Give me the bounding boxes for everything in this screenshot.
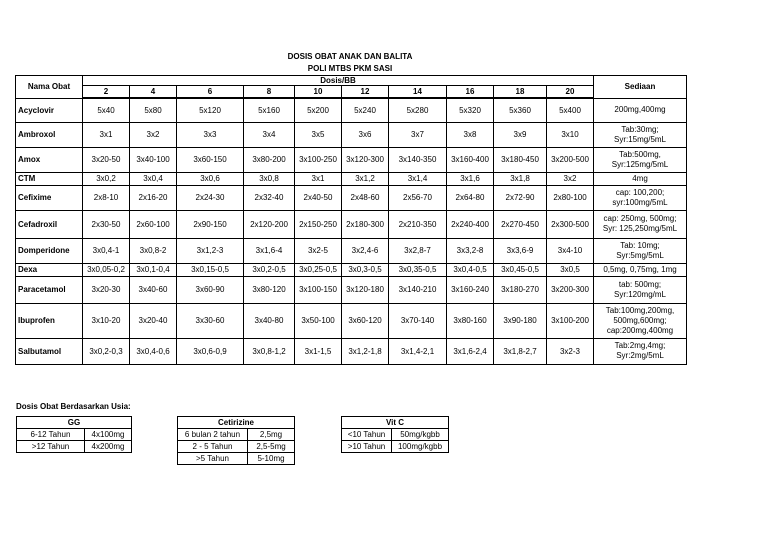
cetirizine-dose: 5-10mg: [248, 453, 295, 465]
sediaan-line: Syr:15mg/5mL: [613, 134, 667, 144]
sediaan-cell: [594, 263, 687, 276]
dose-cell: 3x20-40: [130, 303, 177, 338]
vitc-table: [341, 416, 449, 453]
dose-cell: 3x0,4: [130, 172, 177, 185]
vitc-dose: 100mg/kgbb: [392, 441, 449, 453]
dose-cell: 5x400: [547, 98, 594, 122]
drug-name: Cefixime: [16, 185, 83, 210]
sediaan-cell: [594, 276, 687, 303]
sediaan-line: Tab:500mg,: [619, 149, 661, 159]
vitc-age: >10 Tahun: [342, 441, 392, 453]
sediaan-line: 0,5mg, 0,75mg, 1mg: [603, 264, 677, 274]
table-row: [16, 172, 687, 185]
cetirizine-age: 2 - 5 Tahun: [178, 441, 248, 453]
dose-cell: 3x1,6-4: [244, 238, 295, 263]
dose-cell: 3x90-180: [494, 303, 547, 338]
cetirizine-age: 6 bulan 2 tahun: [178, 429, 248, 441]
dose-cell: 3x200-300: [547, 276, 594, 303]
header-dosis-bb: Dosis/BB: [83, 76, 594, 86]
gg-dose: 4x200mg: [85, 441, 132, 453]
sediaan-cell: [594, 210, 687, 238]
sediaan-cell: [594, 147, 687, 172]
dose-cell: 2x150-250: [295, 210, 342, 238]
weight-header: 14: [389, 86, 447, 99]
dose-cell: 3x1,6-2,4: [447, 338, 494, 364]
dose-cell: 2x180-300: [342, 210, 389, 238]
drug-name: Cefadroxil: [16, 210, 83, 238]
dose-cell: 5x160: [244, 98, 295, 122]
vitc-header: Vit C: [342, 417, 449, 429]
dose-cell: 2x40-50: [295, 185, 342, 210]
vitc-age: <10 Tahun: [342, 429, 392, 441]
drug-name: Ibuprofen: [16, 303, 83, 338]
sediaan-line: Tab:2mg,4mg;: [614, 341, 666, 350]
dose-cell: 5x80: [130, 98, 177, 122]
cetirizine-header: Cetirizine: [178, 417, 295, 429]
sediaan-line: Syr:2mg/5mL: [616, 351, 664, 360]
age-section-title: Dosis Obat Berdasarkan Usia:: [16, 402, 131, 411]
weight-header: 18: [494, 86, 547, 99]
dose-cell: 3x7: [389, 122, 447, 147]
dose-cell: 3x4-10: [547, 238, 594, 263]
dose-cell: 3x1: [295, 172, 342, 185]
dose-cell: 3x0,3-0,5: [342, 263, 389, 276]
dose-cell: 3x0,2-0,3: [83, 338, 130, 364]
dose-cell: 3x180-270: [494, 276, 547, 303]
dose-cell: 5x360: [494, 98, 547, 122]
dose-cell: 3x1,8: [494, 172, 547, 185]
dose-cell: 3x8: [447, 122, 494, 147]
table-row: [178, 441, 295, 453]
dose-cell: 3x2,4-6: [342, 238, 389, 263]
dose-cell: 2x120-200: [244, 210, 295, 238]
weight-header: 16: [447, 86, 494, 99]
dose-cell: 2x80-100: [547, 185, 594, 210]
dose-cell: 2x56-70: [389, 185, 447, 210]
dose-cell: 3x0,4-0,6: [130, 338, 177, 364]
dose-cell: 3x5: [295, 122, 342, 147]
table-row: [16, 276, 687, 303]
weight-header: 20: [547, 86, 594, 99]
weight-header: 10: [295, 86, 342, 99]
page-title: DOSIS OBAT ANAK DAN BALITA: [287, 52, 413, 61]
dose-cell: 3x0,1-0,4: [130, 263, 177, 276]
dose-cell: 2x210-350: [389, 210, 447, 238]
gg-age: >12 Tahun: [17, 441, 85, 453]
drug-name: CTM: [16, 172, 83, 185]
dose-cell: 2x8-10: [83, 185, 130, 210]
sediaan-cell: [594, 303, 687, 338]
dose-cell: 3x0,45-0,5: [494, 263, 547, 276]
table-row: [178, 453, 295, 465]
drug-name: Paracetamol: [16, 276, 83, 303]
sediaan-line: Syr:125mg/5mL: [611, 159, 669, 169]
drug-name: Domperidone: [16, 238, 83, 263]
dose-cell: 3x10-20: [83, 303, 130, 338]
vitc-dose: 50mg/kgbb: [392, 429, 449, 441]
dose-cell: 3x50-100: [295, 303, 342, 338]
table-row: [16, 122, 687, 147]
dose-cell: 3x2,8-7: [389, 238, 447, 263]
dose-cell: 3x2-3: [547, 338, 594, 364]
dose-cell: 2x64-80: [447, 185, 494, 210]
drug-name: Ambroxol: [16, 122, 83, 147]
dose-cell: 5x40: [83, 98, 130, 122]
cetirizine-dose: 2,5-5mg: [248, 441, 295, 453]
dose-cell: 3x2: [547, 172, 594, 185]
dose-table: [15, 75, 687, 365]
dose-cell: 3x100-250: [295, 147, 342, 172]
dose-cell: 3x30-60: [177, 303, 244, 338]
sediaan-cell: [594, 122, 687, 147]
dose-cell: 3x0,15-0,5: [177, 263, 244, 276]
dose-cell: 3x9: [494, 122, 547, 147]
table-row: [16, 185, 687, 210]
dose-cell: 3x0,05-0,2: [83, 263, 130, 276]
dose-cell: 2x300-500: [547, 210, 594, 238]
table-row: [16, 303, 687, 338]
sediaan-line: Tab:30mg;: [621, 124, 659, 134]
sediaan-line: syr:100mg/5mL: [612, 197, 668, 207]
sediaan-line: Syr:120mg/mL: [613, 289, 667, 299]
dose-cell: 5x120: [177, 98, 244, 122]
table-row: [16, 98, 687, 122]
dose-cell: 2x270-450: [494, 210, 547, 238]
drug-name: Dexa: [16, 263, 83, 276]
dose-cell: 3x1,8-2,7: [494, 338, 547, 364]
dose-cell: 3x80-200: [244, 147, 295, 172]
header-nama-obat: Nama Obat: [16, 76, 83, 99]
sediaan-cell: [594, 185, 687, 210]
table-row: [16, 238, 687, 263]
dose-cell: 3x0,5: [547, 263, 594, 276]
dose-cell: 5x280: [389, 98, 447, 122]
dose-cell: 3x2: [130, 122, 177, 147]
dose-cell: 3x0,35-0,5: [389, 263, 447, 276]
dose-cell: 3x1,4: [389, 172, 447, 185]
dose-cell: 3x80-120: [244, 276, 295, 303]
sediaan-line: cap: 100,200;: [615, 187, 665, 197]
dose-cell: 3x6: [342, 122, 389, 147]
dose-cell: 3x60-120: [342, 303, 389, 338]
dose-cell: 3x100-200: [547, 303, 594, 338]
sediaan-line: 200mg,400mg: [614, 105, 666, 114]
weight-header: 8: [244, 86, 295, 99]
sediaan-line: Tab:100mg,200mg,: [605, 305, 675, 315]
weight-header: 2: [83, 86, 130, 99]
gg-header: GG: [17, 417, 132, 429]
dose-cell: 3x1,4-2,1: [389, 338, 447, 364]
dose-cell: 3x120-180: [342, 276, 389, 303]
table-row: [342, 429, 449, 441]
dose-cell: 3x20-30: [83, 276, 130, 303]
dose-cell: 2x16-20: [130, 185, 177, 210]
dose-cell: 3x1,2: [342, 172, 389, 185]
table-row: [342, 441, 449, 453]
dose-cell: 3x1-1,5: [295, 338, 342, 364]
dose-cell: 3x3,2-8: [447, 238, 494, 263]
dose-cell: 3x120-300: [342, 147, 389, 172]
gg-age: 6-12 Tahun: [17, 429, 85, 441]
dose-cell: 2x24-30: [177, 185, 244, 210]
sediaan-cell: [594, 338, 687, 364]
dose-cell: 3x3: [177, 122, 244, 147]
dose-cell: 3x0,8: [244, 172, 295, 185]
dose-cell: 5x320: [447, 98, 494, 122]
dose-cell: 3x0,2-0,5: [244, 263, 295, 276]
cetirizine-table: [177, 416, 295, 465]
dose-cell: 3x200-500: [547, 147, 594, 172]
drug-name: Salbutamol: [16, 338, 83, 364]
dose-cell: 3x10: [547, 122, 594, 147]
table-row: [16, 210, 687, 238]
dose-cell: 3x1,6: [447, 172, 494, 185]
dose-cell: 3x40-80: [244, 303, 295, 338]
dose-cell: 3x1: [83, 122, 130, 147]
dose-cell: 3x160-400: [447, 147, 494, 172]
dose-cell: 3x70-140: [389, 303, 447, 338]
weight-header: 4: [130, 86, 177, 99]
dose-cell: 3x160-240: [447, 276, 494, 303]
table-row: [16, 147, 687, 172]
weight-header: 6: [177, 86, 244, 99]
dose-cell: 3x0,8-1,2: [244, 338, 295, 364]
sediaan-line: cap:200mg,400mg: [606, 325, 674, 335]
dose-cell: 2x32-40: [244, 185, 295, 210]
dose-cell: 3x1,2-1,8: [342, 338, 389, 364]
dose-cell: 3x140-210: [389, 276, 447, 303]
sediaan-line: Tab: 10mg;: [620, 240, 660, 250]
dose-cell: 3x140-350: [389, 147, 447, 172]
dose-cell: 3x0,25-0,5: [295, 263, 342, 276]
dose-cell: 3x60-90: [177, 276, 244, 303]
sediaan-cell: [594, 98, 687, 122]
dose-cell: 5x240: [342, 98, 389, 122]
sediaan-line: cap: 250mg, 500mg;: [603, 214, 677, 223]
dose-cell: 3x80-160: [447, 303, 494, 338]
table-row: [16, 338, 687, 364]
dose-cell: 3x60-150: [177, 147, 244, 172]
dose-cell: 3x0,4-0,5: [447, 263, 494, 276]
page-subtitle: POLI MTBS PKM SASI: [307, 64, 393, 73]
table-row: [17, 441, 132, 453]
dose-cell: 3x40-60: [130, 276, 177, 303]
dose-cell: 2x30-50: [83, 210, 130, 238]
weight-header: 12: [342, 86, 389, 99]
sediaan-cell: [594, 238, 687, 263]
dose-cell: 2x60-100: [130, 210, 177, 238]
dose-cell: 3x0,6-0,9: [177, 338, 244, 364]
table-row: [178, 429, 295, 441]
dose-cell: 3x1,2-3: [177, 238, 244, 263]
dose-cell: 5x200: [295, 98, 342, 122]
dose-cell: 3x0,8-2: [130, 238, 177, 263]
gg-dose: 4x100mg: [85, 429, 132, 441]
table-row: [16, 263, 687, 276]
drug-name: Acyclovir: [16, 98, 83, 122]
sediaan-line: Syr: 125,250mg/5mL: [602, 224, 678, 233]
dose-cell: 3x0,4-1: [83, 238, 130, 263]
dose-cell: 3x2-5: [295, 238, 342, 263]
sediaan-line: 4mg: [632, 173, 648, 183]
gg-table: [16, 416, 132, 453]
sediaan-line: Syr:5mg/5mL: [616, 250, 664, 260]
dose-cell: 2x240-400: [447, 210, 494, 238]
dose-cell: 3x100-150: [295, 276, 342, 303]
drug-name: Amox: [16, 147, 83, 172]
dose-cell: 3x40-100: [130, 147, 177, 172]
sediaan-line: tab: 500mg;: [618, 279, 662, 289]
sediaan-line: 500mg,600mg;: [613, 315, 667, 325]
sediaan-cell: [594, 172, 687, 185]
dose-cell: 3x0,6: [177, 172, 244, 185]
dose-cell: 3x0,2: [83, 172, 130, 185]
cetirizine-dose: 2,5mg: [248, 429, 295, 441]
dose-cell: 2x72-90: [494, 185, 547, 210]
dose-cell: 3x4: [244, 122, 295, 147]
dose-cell: 3x20-50: [83, 147, 130, 172]
dose-cell: 2x48-60: [342, 185, 389, 210]
table-row: [17, 429, 132, 441]
dose-cell: 3x3,6-9: [494, 238, 547, 263]
header-sediaan: Sediaan: [594, 76, 687, 99]
dose-cell: 2x90-150: [177, 210, 244, 238]
cetirizine-age: >5 Tahun: [178, 453, 248, 465]
dose-cell: 3x180-450: [494, 147, 547, 172]
